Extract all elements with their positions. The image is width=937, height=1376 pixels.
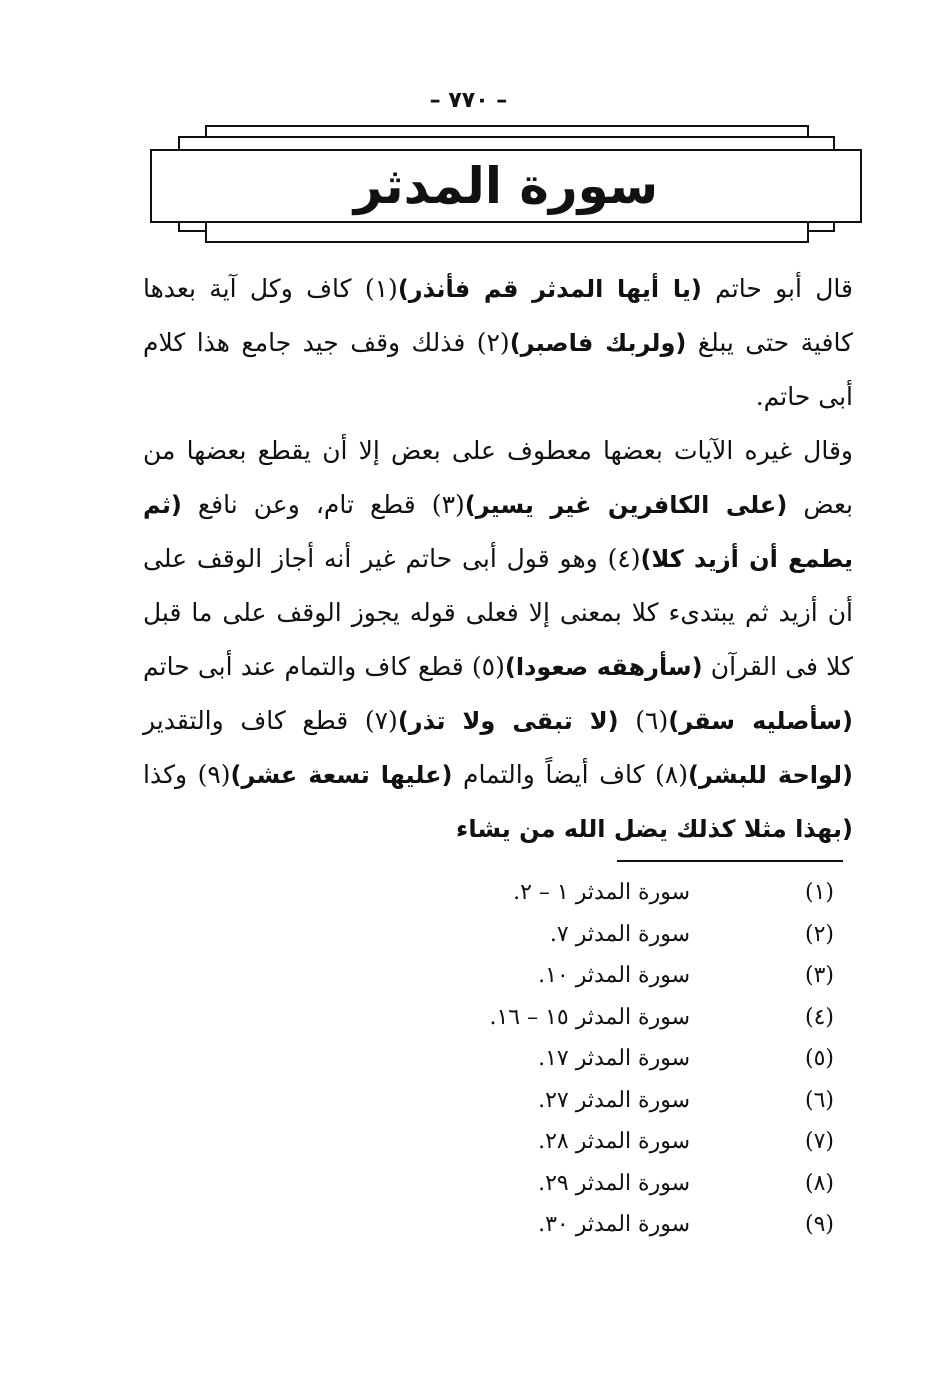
text-run: (١) كاف وكل آية بعدها كافية حتى يبلغ	[143, 274, 853, 357]
footnote-number: (٢)	[804, 921, 834, 947]
footnote	[300, 1121, 850, 1163]
quran-quote: (بهذا مثلا كذلك يضل الله من يشاء	[456, 815, 853, 843]
footnote-text: سورة المدثر ٧.	[549, 921, 690, 947]
footnote	[300, 914, 850, 956]
text-run: (٥) قطع كاف والتمام عند أبى حاتم	[143, 652, 505, 681]
text-run: (٧) قطع كاف والتقدير	[143, 706, 398, 735]
footnote-separator	[617, 860, 843, 862]
quran-quote: (ولربك فاصبر)	[509, 329, 687, 357]
footnote-text: سورة المدثر ١٧.	[538, 1046, 690, 1071]
paragraph	[143, 424, 853, 856]
text-run: (٤) وهو قول أبى حاتم غير أنه أجاز الوقف على أن أزيد ثم يبتدىء كلا بمعنى إلا فعلى قوله يجوز الوقف على ما قبل كلا فى القرآن	[143, 544, 853, 681]
footnote	[300, 1038, 850, 1080]
footnotes	[300, 872, 850, 1246]
surah-title: سورة المدثر	[353, 157, 659, 215]
quran-quote: (سأصليه سقر)	[668, 707, 854, 735]
footnote-number: (٣)	[804, 963, 834, 988]
quran-quote: (عليها تسعة عشر)	[230, 761, 453, 789]
footnote-number: (٥)	[804, 1046, 834, 1071]
quran-quote: (ثم يطمع أن أزيد كلا)	[143, 491, 854, 573]
footnote-text: سورة المدثر ٢٩.	[538, 1170, 690, 1196]
footnote	[300, 872, 850, 914]
title-frame	[150, 125, 862, 243]
footnote	[300, 955, 850, 997]
footnote-text: سورة المدثر ١ – ٢.	[513, 880, 690, 905]
footnote	[300, 1080, 850, 1122]
page-number: – ٧٧٠ –	[429, 88, 508, 113]
quran-quote: (لا تبقى ولا تذر)	[397, 707, 619, 735]
footnote-text: سورة المدثر ٢٧.	[538, 1087, 690, 1113]
quran-quote: (سأرهقه صعودا)	[504, 653, 703, 681]
text-run: قال أبو حاتم	[701, 274, 854, 303]
footnote-text: سورة المدثر ٣٠.	[538, 1212, 690, 1237]
text-run: (٦)	[618, 706, 669, 735]
footnote	[300, 1163, 850, 1205]
quran-quote: (لواحة للبشر)	[688, 761, 853, 789]
quran-quote: (يا أيها المدثر قم فأنذر)	[397, 275, 702, 303]
footnote-text: سورة المدثر ١٠.	[538, 963, 690, 988]
footnote-number: (٦)	[804, 1087, 834, 1113]
paragraph	[143, 262, 853, 424]
footnote	[300, 1204, 850, 1246]
quran-quote: (على الكافرين غير يسير)	[464, 491, 788, 519]
text-run: (٣) قطع تام، وعن نافع	[181, 490, 465, 519]
footnote-number: (٧)	[804, 1129, 834, 1154]
footnote-text: سورة المدثر ٢٨.	[538, 1129, 690, 1154]
footnote-number: (٤)	[804, 1004, 834, 1030]
body-text	[143, 262, 853, 856]
footnote-text: سورة المدثر ١٥ – ١٦.	[489, 1004, 690, 1030]
footnote-number: (٨)	[804, 1170, 834, 1196]
text-run: (٩) وكذا	[143, 760, 231, 789]
footnote-number: (٩)	[804, 1212, 834, 1237]
text-run: (٨) كاف أيضاً والتمام	[452, 760, 689, 789]
text-run: وقال غيره الآيات بعضها معطوف على بعض إلا أن يقطع بعضها من بعض	[143, 436, 853, 519]
footnote	[300, 997, 850, 1039]
footnote-number: (١)	[804, 880, 834, 905]
text-run: (٢) فذلك وقف جيد جامع هذا كلام أبى حاتم.	[143, 328, 853, 411]
